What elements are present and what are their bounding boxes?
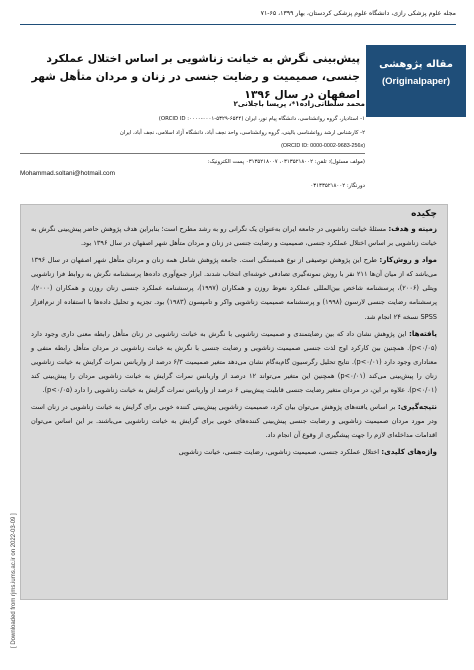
journal-header: مجله علوم پزشکی رازی، دانشگاه علوم پزشکی کردستان، بهار ۱۳۹۹، ۶۵-۷۱ [260,10,456,17]
article-type-en: (Originalpaper) [381,76,451,87]
paper-title: پیش‌بینی نگرش به خیانت زناشویی بر اساس اختلال عملکرد جنسی، صمیمیت و رضایت جنسی در زنان و مردان متأهل شهر اصفهان در سال ۱۳۹۶ [31,52,360,101]
abstract-results: یافته‌ها: این پژوهش نشان داد که بین رضایتمندی و صمیمیت زناشویی با نگرش به خیانت زناشویی در زنان متأهل رابطه معنی داری وجود دارد (p<۰/۰۵). همچنین بین کارکرد اوج لذت جنسی صمیمیت زناشویی و رضایت جنسی با نگرش به خیانت زناشویی در مردان متأهل رابطه منفی و معناداری وجود دارد (p<۰/۰۱). نتایج تحلیل رگرسیون گام‌به‌گام نشان می‌دهد متغیر صمیمیت ۶/۳ درصد از واریانس نمرات گرایش به خیانت زناشویی زنان را پیش‌بینی می‌کند (p<۰/۰۱) همچنین این متغیر می‌تواند ۱۲ درصد از واریانس نمرات گرایش به خیانت زناشویی مردان را پیش‌بینی کند (p<۰/۰۱). علاوه بر این، در مردان متغیر رضایت جنسی قابلیت پیش‌بینی ۶ درصد از واریانس نمرات گرایش به خیانت زناشویی را دارد (p<۰/۰۵). [31,328,437,395]
contact-line [20,157,365,168]
contact-fax: دورنگار: ۰۳۱۳۳۵۲۱۸۰۰۲ [310,183,365,189]
orcid-2: (ORCID ID: 0000-0002-9683-256x) [281,143,365,149]
contact-email[interactable]: Mohammad.soltani@hotmail.com [20,170,115,177]
affiliation-1: ۱- استادیار، گروه روانشناسی، دانشگاه پیام نور، ایران (۶۵۴۴-۵۳۲۹-۰۰۰۱-۰۰۰۰: ORCID ID) [158,116,365,122]
article-type-box [366,45,466,117]
abstract-heading: چکیده [411,209,437,219]
article-type-fa: مقاله پژوهشی [379,59,453,70]
abstract-conclusion: نتیجه‌گیری: بر اساس یافته‌های پژوهش می‌توان بیان کرد، صمیمیت زناشویی پیش‌بینی کننده خوبی برای گرایش به خیانت زناشویی در زنان است ودر مورد مردان صمیمیت زناشویی و رضایت جنسی پیش‌بینی کننده‌های خوبی برای گرایش به خیانت زناشویی می‌باشند. بر این اساس می‌توان اقدامات مداخله‌ای لازم را جهت پیشگیری از وقوع آن انجام داد. [31,402,437,440]
affiliation-2: ۲- کارشناس ارشد روانشناسی بالینی، گروه روانشناسی، واحد نجف آباد، دانشگاه آزاد اسلامی، نجف آباد، ایران [119,130,365,136]
divider [20,153,365,154]
abstract-box [20,204,448,600]
download-note: [ Downloaded from rjms.iums.ac.ir on 2022-03-09 ] [11,513,17,648]
header-divider [20,24,456,25]
authors: محمد سلطانی‌زاده‌۱*، پریسا باجلانی۲ [233,99,365,108]
abstract-background: زمینه و هدف: مسئلهٔ خیانت زناشویی در جامعه ایران به‌عنوان یک نگرانی رو به رشد مطرح است؛ بنابراین هدف پژوهش حاضر پیش‌بینی نگرش به خیانت زناشویی بر اساس اختلال عملکرد جنسی، صمیمیت و رضایت جنسی در زنان و مردان متأهل شهر اصفهان در سال ۱۳۹۶ بود. [31,224,438,248]
abstract-methods: مواد و روش‌کار: طرح این پژوهش توصیفی از نوع همبستگی است. جامعه پژوهش شامل همه زنان و مردان متأهل شهر اصفهان در سال ۱۳۹۶ می‌باشد که از میان آن‌ها ۲۱۱ نفر با روش نمونه‌گیری تصادفی خوشه‌ای انتخاب شدند. ابزار جمع‌آوری داده‌ها پرسشنامه نگرش به روابط فرا زناشویی ویتلی (۲۰۰۶)، پرسشنامه شاخص بین‌المللی عملکرد نعوظ روزن و همکاران (۱۹۹۷)، پرسشنامه عملکرد جنسی زنان روزن و همکاران (۲۰۰۰)، پرسشنامه رضایت جنسی لارسون (۱۹۹۸) و پرسشنامه صمیمیت زناشویی واکر و تامپسون (۱۹۸۳) بود. تجزیه و تحلیل داده‌ها با استفاده از نرم‌افزار SPSS نسخه ۲۴ انجام شد. [31,255,438,321]
contact-phone: (مولف مسئول): تلفن: ۰۳۱۳۵۲۱۸۰۰۲، ۰۳۱۳۵۲۱۸۰۰۷ پست الکترونیک: [207,159,365,165]
abstract-keywords: واژه‌های کلیدی: اختلال عملکرد جنسی، صمیمیت زناشویی، رضایت جنسی، خیانت زناشویی [178,447,437,457]
